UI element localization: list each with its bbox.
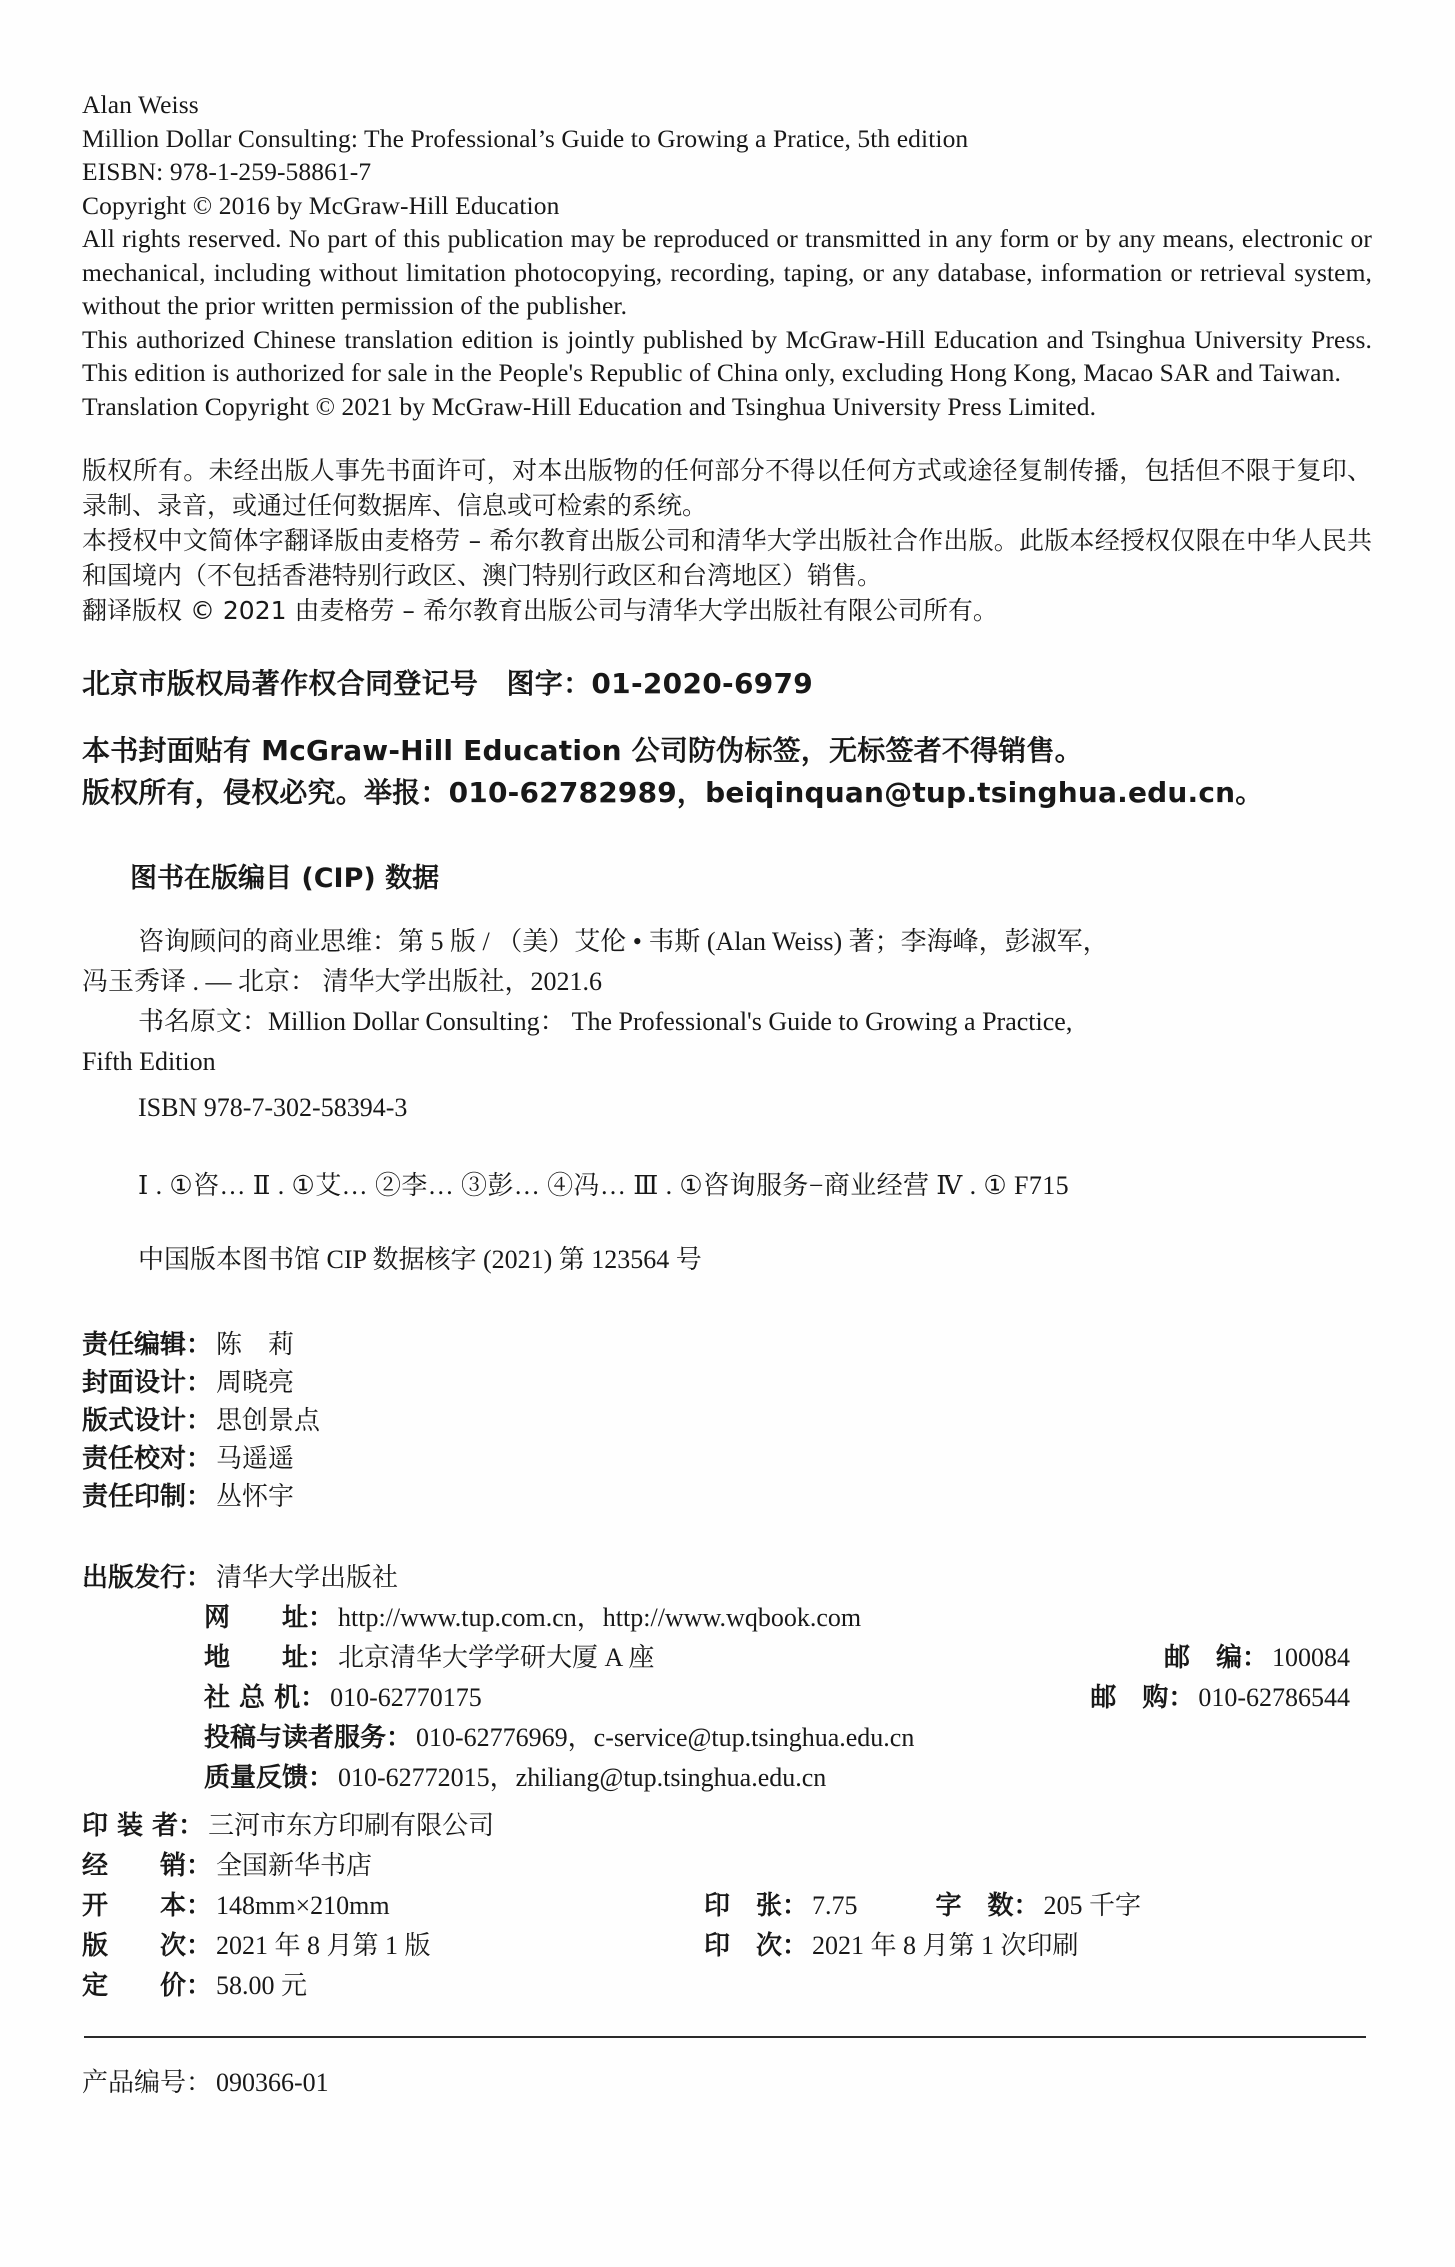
spec-secondary-field xyxy=(704,1886,1141,1926)
publisher-value: 清华大学出版社 xyxy=(216,1563,399,1593)
publisher-row xyxy=(82,1758,1372,1798)
chinese-copyright-block xyxy=(82,453,1372,628)
spec-primary-field xyxy=(82,1806,704,1846)
product-number-value: 090366-01 xyxy=(216,2068,329,2097)
staff-credits-block xyxy=(82,1326,1372,1516)
staff-value: 周晓亮 xyxy=(216,1368,295,1398)
spec-label: 定 价： xyxy=(82,1971,213,2001)
publisher-secondary-label: 邮 编： xyxy=(1163,1643,1268,1673)
staff-row xyxy=(82,1364,1372,1402)
staff-label: 版式设计： xyxy=(82,1406,213,1436)
spec-value: 全国新华书店 xyxy=(216,1851,373,1880)
eisbn-line: EISBN: 978-1-259-58861-7 xyxy=(82,157,372,186)
staff-label: 责任印制： xyxy=(82,1482,213,1512)
publisher-secondary-value: 100084 xyxy=(1272,1643,1350,1672)
publisher-secondary-field xyxy=(1164,1638,1372,1678)
publisher-label: 投稿与读者服务： xyxy=(204,1723,413,1753)
publisher-label: 出版发行： xyxy=(82,1563,213,1593)
book-specs-block xyxy=(82,1806,1372,2006)
publisher-label: 社 总 机： xyxy=(204,1683,327,1713)
publisher-secondary-field xyxy=(1090,1678,1372,1718)
page-content xyxy=(82,88,1372,2102)
spec-secondary-value: 7.75 xyxy=(812,1891,858,1920)
spec-value: 三河市东方印刷有限公司 xyxy=(208,1811,495,1840)
publisher-value: http://www.tup.com.cn，http://www.wqbook.com xyxy=(338,1603,862,1632)
publisher-row xyxy=(82,1558,1372,1598)
cip-line-2: 冯玉秀译 . — 北京： 清华大学出版社，2021.6 xyxy=(82,967,603,996)
spec-primary-field xyxy=(82,1886,704,1926)
publisher-label: 质量反馈： xyxy=(204,1763,335,1793)
spec-tertiary-label: 字 数： xyxy=(935,1891,1040,1921)
authorized-translation-paragraph: This authorized Chinese translation edition is jointly published by McGraw-Hill Education and Tsinghua University Press. This edition is authorized for sale in the People's Republic of China only, excluding Hong Kong, Macao SAR and Taiwan. xyxy=(82,324,1372,387)
spec-secondary-value: 2021 年 8 月第 1 次印刷 xyxy=(812,1931,1079,1960)
cip-line-4: Fifth Edition xyxy=(82,1047,216,1076)
chinese-copyright-paragraph-1: 版权所有。未经出版人事先书面许可，对本出版物的任何部分不得以任何方式或途径复制传播，包括但不限于复印、录制、录音，或通过任何数据库、信息或可检索的系统。 xyxy=(82,456,1372,520)
publisher-value: 010-62770175 xyxy=(330,1683,482,1712)
spec-value: 2021 年 8 月第 1 版 xyxy=(216,1931,431,1960)
staff-row xyxy=(82,1326,1372,1364)
anti-counterfeit-notice xyxy=(82,730,1372,814)
copyright-registration-line: 北京市版权局著作权合同登记号 图字：01-2020-6979 xyxy=(82,667,814,700)
publisher-label: 网 址： xyxy=(204,1603,335,1633)
publisher-value: 010-62772015，zhiliang@tup.tsinghua.edu.cn xyxy=(338,1763,827,1792)
spec-value: 58.00 元 xyxy=(216,1971,308,2000)
spec-primary-field xyxy=(82,1846,704,1886)
cip-heading: 图书在版编目 (CIP) 数据 xyxy=(130,863,440,894)
chinese-copyright-paragraph-2: 本授权中文简体字翻译版由麦格劳 – 希尔教育出版公司和清华大学出版社合作出版。此版本经授权仅限在中华人民共和国境内（不包括香港特别行政区、澳门特别行政区和台湾地区）销售。 xyxy=(82,526,1372,590)
spec-primary-field xyxy=(82,1966,704,2006)
cip-line-1: 咨询顾问的商业思维：第 5 版 / （美）艾伦 • 韦斯 (Alan Weiss) 著；李海峰，彭淑军， xyxy=(138,927,1109,956)
cip-isbn: ISBN 978-7-302-58394-3 xyxy=(138,1093,408,1122)
publisher-row xyxy=(82,1638,1372,1678)
spec-secondary-label: 印 张： xyxy=(704,1891,809,1921)
staff-row xyxy=(82,1440,1372,1478)
product-number-row xyxy=(82,2064,1372,2102)
notice-line-1: 本书封面贴有 McGraw-Hill Education 公司防伪标签，无标签者不得销售。 xyxy=(82,734,1083,767)
publisher-value: 010-62776969，c-service@tup.tsinghua.edu.cn xyxy=(416,1723,915,1752)
english-imprint-block xyxy=(82,88,1372,423)
publisher-row xyxy=(82,1718,1372,1758)
spec-label: 印 装 者： xyxy=(82,1811,205,1841)
spec-label: 经 销： xyxy=(82,1851,213,1881)
spec-value: 148mm×210mm xyxy=(216,1891,390,1920)
spec-primary-field xyxy=(82,1926,704,1966)
spec-tertiary-value: 205 千字 xyxy=(1043,1891,1142,1920)
publisher-row xyxy=(82,1598,1372,1638)
staff-value: 陈 莉 xyxy=(216,1330,295,1360)
publisher-secondary-value: 010-62786544 xyxy=(1198,1683,1350,1712)
staff-value: 思创景点 xyxy=(216,1406,321,1436)
publisher-label: 地 址： xyxy=(204,1643,335,1673)
spec-secondary-label: 印 次： xyxy=(704,1931,809,1961)
publisher-block xyxy=(82,1558,1372,1798)
staff-label: 责任编辑： xyxy=(82,1330,213,1360)
spec-label: 版 次： xyxy=(82,1931,213,1961)
publisher-secondary-label: 邮 购： xyxy=(1090,1683,1195,1713)
spec-secondary-field xyxy=(704,1926,1079,1966)
cip-body xyxy=(82,922,1372,1128)
copyright-line: Copyright © 2016 by McGraw-Hill Education xyxy=(82,190,560,220)
chinese-copyright-paragraph-3: 翻译版权 © 2021 由麦格劳 – 希尔教育出版公司与清华大学出版社有限公司所有。 xyxy=(82,596,998,625)
spec-row xyxy=(82,1846,1372,1886)
footer-divider xyxy=(84,2036,1366,2038)
spec-row xyxy=(82,1806,1372,1846)
product-number-label: 产品编号： xyxy=(82,2068,213,2098)
staff-label: 责任校对： xyxy=(82,1444,213,1474)
spec-label: 开 本： xyxy=(82,1891,213,1921)
publisher-row xyxy=(82,1678,1372,1718)
cip-national-library-number: 中国版本图书馆 CIP 数据核字 (2021) 第 123564 号 xyxy=(138,1245,702,1274)
staff-row xyxy=(82,1402,1372,1440)
notice-line-2: 版权所有，侵权必究。举报：010-62782989，beiqinquan@tup.tsinghua.edu.cn。 xyxy=(82,776,1264,809)
cip-line-3: 书名原文：Million Dollar Consulting： The Professional's Guide to Growing a Practice, xyxy=(138,1007,1073,1036)
translation-copyright-line: Translation Copyright © 2021 by McGraw-Hill Education and Tsinghua University Press Limited. xyxy=(82,391,1097,421)
staff-value: 丛怀宇 xyxy=(216,1482,295,1512)
staff-row xyxy=(82,1478,1372,1516)
all-rights-reserved-paragraph: All rights reserved. No part of this publication may be reproduced or transmitted in any form or by any means, electronic or mechanical, including without limitation photocopying, recording, taping, or any database, information or retrieval system, without the prior written permission of the publisher. xyxy=(82,224,1372,320)
cip-classification-line: Ⅰ . ①咨… Ⅱ . ①艾… ②李… ③彭… ④冯… Ⅲ . ①咨询服务−商业经营 Ⅳ . ① F715 xyxy=(138,1171,1070,1200)
spec-row xyxy=(82,1966,1372,2006)
publisher-value: 北京清华大学学研大厦 A 座 xyxy=(338,1643,655,1672)
author-line: Alan Weiss xyxy=(82,90,199,119)
spec-row xyxy=(82,1926,1372,1966)
staff-label: 封面设计： xyxy=(82,1368,213,1398)
original-title-line: Million Dollar Consulting: The Professional’s Guide to Growing a Pratice, 5th edition xyxy=(82,123,969,153)
staff-value: 马遥遥 xyxy=(216,1444,295,1474)
spec-row xyxy=(82,1886,1372,1926)
